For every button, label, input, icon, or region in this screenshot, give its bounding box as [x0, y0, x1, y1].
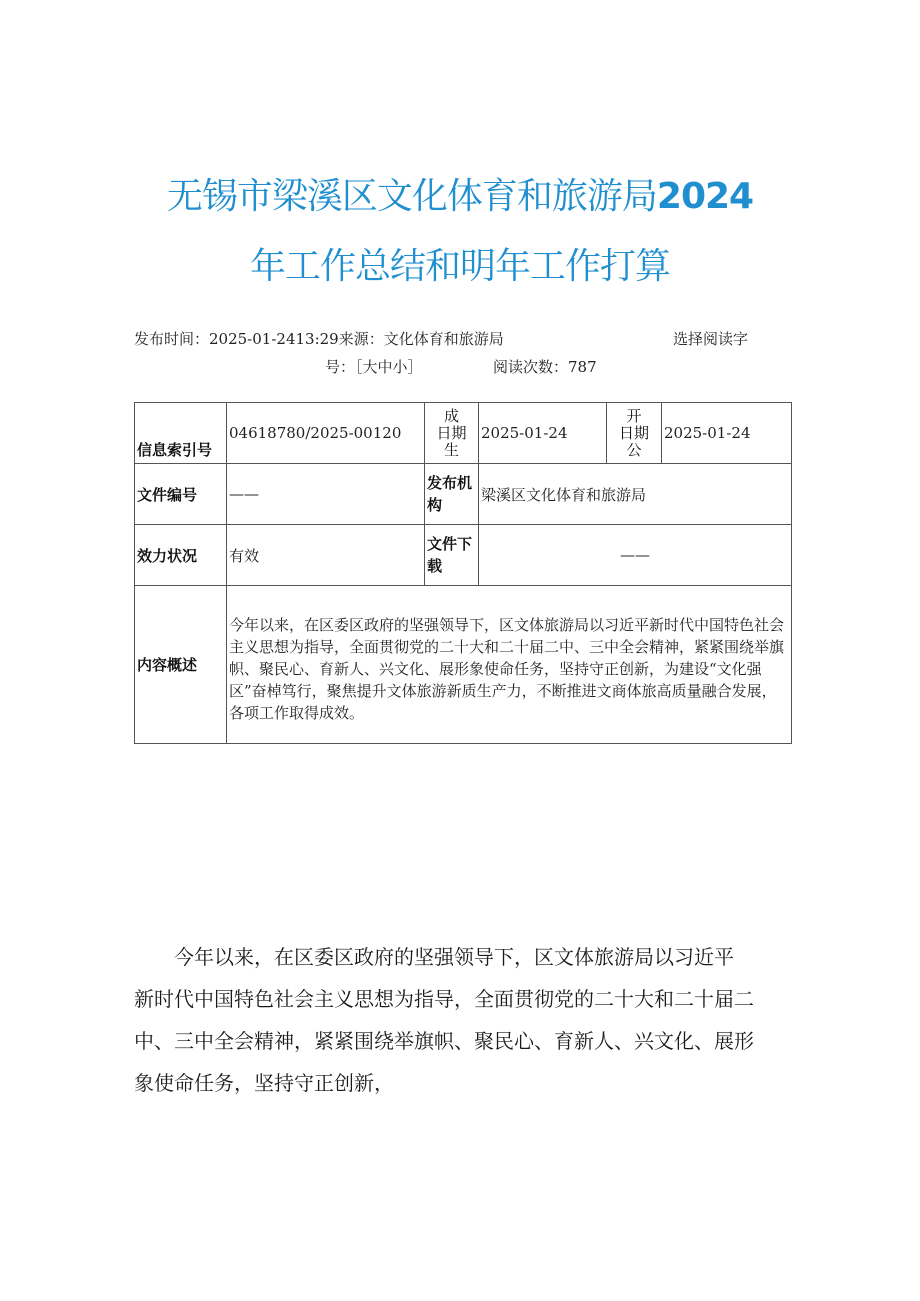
font-size-select-label: 选择阅读字: [673, 330, 749, 348]
body-line-4: 象使命任务，坚持守正创新，: [134, 1071, 394, 1095]
table-row: [135, 525, 792, 586]
open-date-value: 2025-01-24: [662, 403, 792, 464]
open-date-label: 开 日期 公: [607, 403, 662, 464]
docno-value: ——: [227, 464, 425, 525]
created-date-label: 成 日期 生: [425, 403, 479, 464]
index-label: 信息索引号: [135, 403, 227, 464]
title-year: 2024: [656, 176, 754, 217]
body-line-3: 中、三中全会精神，紧紧围绕举旗帜、聚民心、育新人、兴文化、展形: [134, 1029, 754, 1053]
table-row: [135, 464, 792, 525]
read-count: 阅读次数：787: [493, 358, 597, 376]
created-date-value: 2025-01-24: [479, 403, 607, 464]
download-link[interactable]: ——: [479, 525, 792, 586]
summary-value: 今年以来，在区委区政府的坚强领导下，区文体旅游局以习近平新时代中国特色社会主义思想为指导，全面贯彻党的二十大和二十届二中、三中全会精神，紧紧围绕举旗帜、聚民心、育新人、兴文化、展形象使命任务，坚持守正创新，为建设“文化强区”奋棹笃行，聚焦提升文体旅游新质生产力，不断推进文商体旅高质量融合发展，各项工作取得成效。: [227, 586, 792, 744]
summary-label: 内容概述: [135, 586, 227, 744]
issuer-label: 发布机构: [425, 464, 479, 525]
page-title-line-1: [0, 168, 920, 219]
status-label: 效力状况: [135, 525, 227, 586]
publish-info: 发布时间：2025-01-2413:29来源：文化体育和旅游局: [134, 330, 504, 348]
font-size-select[interactable]: 号：［大中小］: [325, 358, 423, 376]
article-body: [134, 936, 794, 1104]
status-value: 有效: [227, 525, 425, 586]
page-title-line-2: 年工作总结和明年工作打算: [249, 246, 670, 287]
info-table: [134, 402, 792, 744]
issuer-value: 梁溪区文化体育和旅游局: [479, 464, 792, 525]
body-line-2: 新时代中国特色社会主义思想为指导，全面贯彻党的二十大和二十届二: [134, 987, 754, 1011]
download-label: 文件下载: [425, 525, 479, 586]
table-row: [135, 403, 792, 464]
docno-label: 文件编号: [135, 464, 227, 525]
table-row: [135, 586, 792, 744]
index-value: 04618780/2025-00120: [227, 403, 425, 464]
title-text: 无锡市梁溪区文化体育和旅游局: [166, 176, 657, 217]
body-line-1: 今年以来，在区委区政府的坚强领导下，区文体旅游局以习近平: [174, 945, 734, 969]
